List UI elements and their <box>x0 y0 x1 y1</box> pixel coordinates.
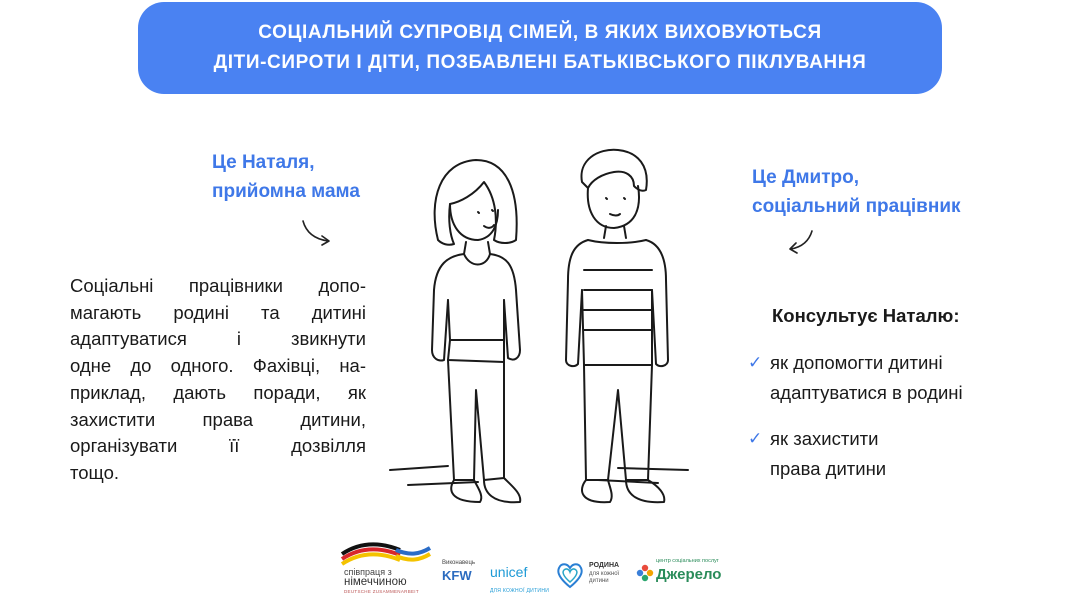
flower-icon <box>636 564 654 582</box>
caption-natalia-line-1: Це Наталя, <box>212 152 315 173</box>
paragraph-line: організувати її дозвілля <box>70 435 366 457</box>
arrow-left-icon <box>300 218 334 246</box>
partner-logos <box>340 540 750 600</box>
paragraph-line: Соціальні працівники допо- <box>70 275 366 296</box>
woman-hair <box>435 160 517 245</box>
dzherelo-text: Джерело <box>656 566 722 583</box>
german-logo-line-3: DEUTSCHE ZUSAMMENARBEIT <box>344 589 419 594</box>
unicef-logo <box>490 564 549 594</box>
rodyna-logo <box>555 560 625 594</box>
description-paragraph <box>70 273 366 487</box>
dzherelo-small-text: центр соціальних послуг <box>656 558 719 564</box>
title-line-2: ДІТИ-СИРОТИ І ДІТИ, ПОЗБАВЛЕНІ БАТЬКІВСЬКОГО ПІКЛУВАННЯ <box>213 52 867 73</box>
consult-item-line: як допомогти дитині <box>770 352 943 373</box>
german-logo-line-1: співпраця з <box>344 567 392 577</box>
woman-legs <box>448 360 504 480</box>
title-banner <box>138 2 942 94</box>
caption-natalia <box>212 148 360 206</box>
man-sweater <box>566 240 588 366</box>
consult-item <box>748 348 1040 408</box>
unicef-tagline: ДЛЯ КОЖНОЇ ДИТИНИ <box>490 588 550 594</box>
dzherelo-logo <box>636 558 746 588</box>
caption-dmytro-line-2: соціальний працівник <box>752 196 961 217</box>
kfw-logo <box>442 560 475 583</box>
paragraph-line: адаптуватися і звикнути <box>70 328 366 350</box>
german-cooperation-logo <box>340 540 432 596</box>
check-icon: ✓ <box>748 353 763 372</box>
paragraph-line: тощо. <box>70 461 119 483</box>
rodyna-title: РОДИНА <box>589 562 620 569</box>
woman-face <box>450 204 498 240</box>
arrow-right-icon <box>786 228 816 254</box>
kfw-text: KFW <box>442 568 472 583</box>
people-illustration <box>388 140 698 520</box>
man-legs <box>584 365 652 480</box>
consult-item-line: адаптуватися в родині <box>770 382 963 403</box>
man-hair <box>581 150 646 191</box>
caption-natalia-line-2: прийомна мама <box>212 181 360 202</box>
man-face <box>588 186 639 228</box>
paragraph-line: приклад, дають поради, як <box>70 381 366 403</box>
consult-item-line: права дитини <box>770 458 887 479</box>
caption-dmytro-line-1: Це Дмитро, <box>752 167 860 188</box>
caption-dmytro <box>752 163 961 221</box>
paragraph-line: захистити права дитини, <box>70 408 366 430</box>
flag-wave-icon <box>340 540 432 568</box>
paragraph-line: одне до одного. Фахівці, на- <box>70 355 366 377</box>
heart-icon <box>555 560 585 590</box>
consult-item <box>748 424 1040 484</box>
german-logo-line-2: німеччиною <box>344 576 407 588</box>
rodyna-subtitle: для кожної дитини <box>589 571 620 584</box>
consult-title: Консультує Наталю: <box>772 305 960 326</box>
check-icon: ✓ <box>748 429 763 448</box>
kfw-small-text: Виконавець <box>442 560 476 566</box>
consult-item-line: як захистити <box>770 428 879 449</box>
paragraph-line: магають родині та дитині <box>70 301 366 323</box>
unicef-text: unicef <box>490 564 528 580</box>
title-line-1: СОЦІАЛЬНИЙ СУПРОВІД СІМЕЙ, В ЯКИХ ВИХОВУЮТЬСЯ <box>258 22 822 43</box>
